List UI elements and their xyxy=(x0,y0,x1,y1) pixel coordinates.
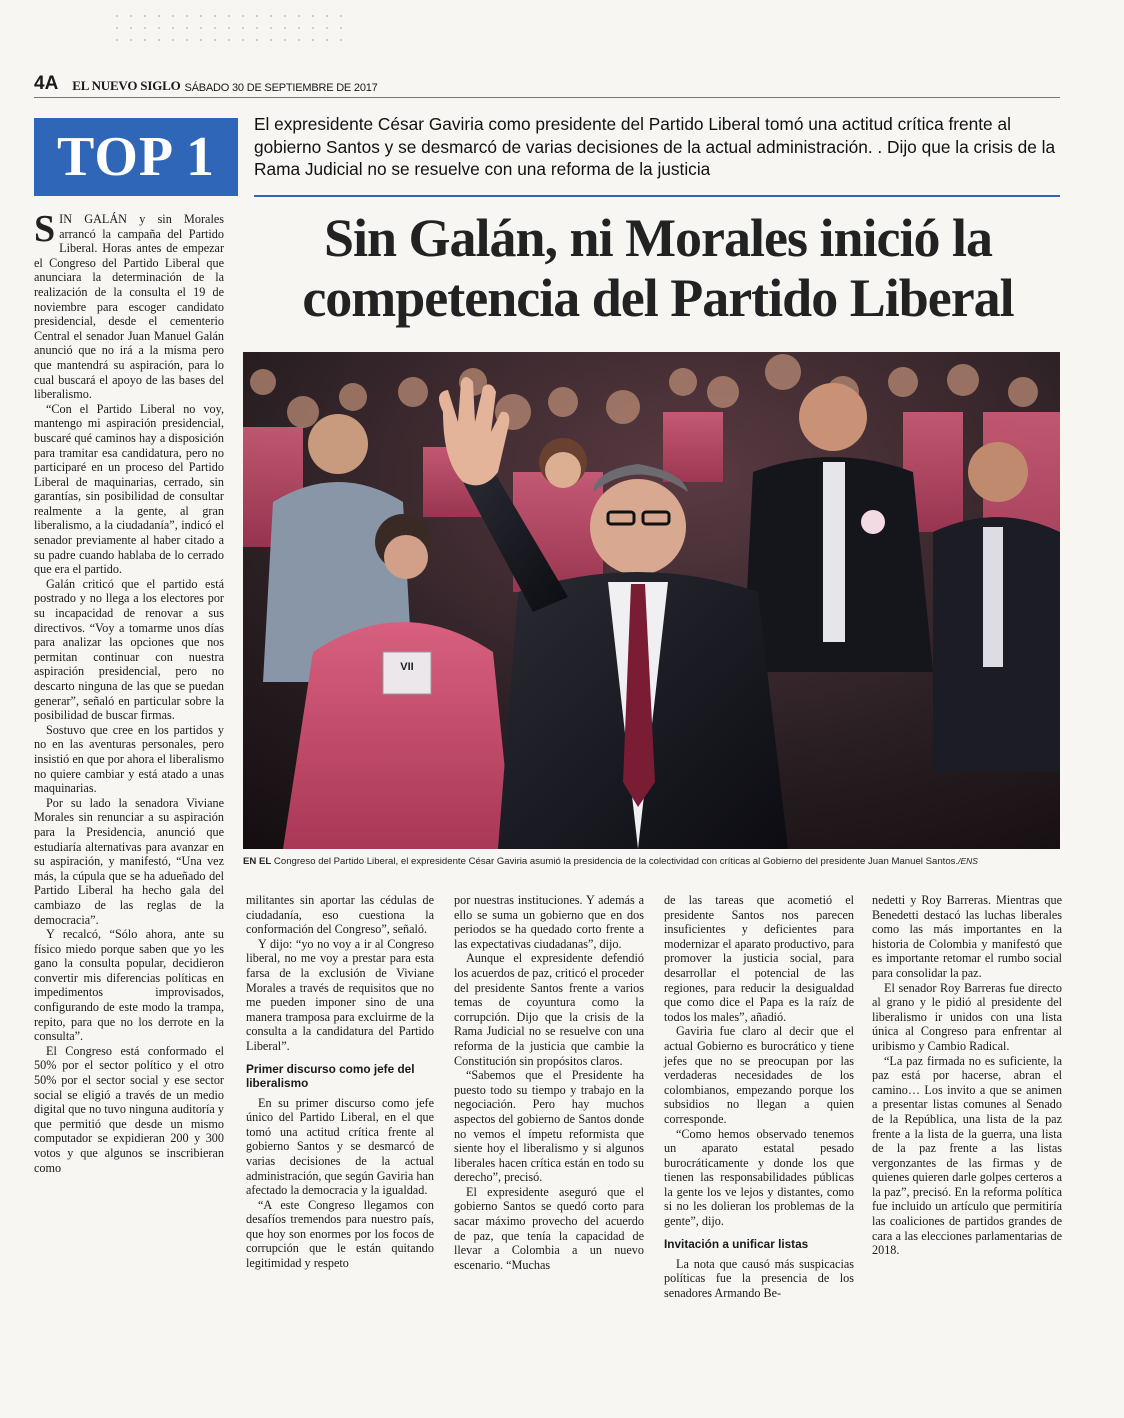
paragraph: La nota que causó más suspicacias políticas fue la presencia de los senadores Armando Be- xyxy=(664,1256,854,1300)
badge-text: VII xyxy=(400,661,414,673)
headline-line-2: competencia del Partido Liberal xyxy=(302,268,1014,328)
summary-blurb: El expresidente César Gaviria como presidente del Partido Liberal tomó una actitud crítica frente al gobierno Santos y se desmarcó de varias decisiones de la actual administración. . Dijo que la crisis de la Rama Judicial no se resuelve con una reforma de la justicia xyxy=(254,113,1060,197)
paragraph: Galán criticó que el partido está postrado y no llega a los electores por su incapacidad de renovar a sus directivos. “Voy a tomarme unos días para analizar las opciones que nos permitan continuar con nuestra aspiración presidencial, pero no descarto ninguna de las que se puedan generar”, señaló en particular sobre la posibilidad de buscar firmas. xyxy=(34,576,224,723)
photo-credit: /ENS xyxy=(958,856,978,866)
drop-cap: S xyxy=(34,208,56,250)
paragraph: “Con el Partido Liberal no voy, mantengo mi aspiración presidencial, buscaré qué caminos hay a disposición para tramitar esa candidatura, pero no participaré en un proceso del Partido Liberal de maquinarias, cerrado, sin garantías, sin posibilidad de consultar realmente a la gente, al gran liberalismo, a la ciudadanía”, indicó el senador previamente al haber citado a su padre cuando hablaba de lo cerrado que era el partido. xyxy=(34,401,224,577)
paragraph: El expresidente aseguró que el gobierno Santos se quedó corto para sacar máximo provecho del acuerdo de paz, que tenía la capacidad de llevar a Colombia a un nuevo escenario. “Muchas xyxy=(454,1184,644,1272)
paragraph: SIN GALÁN y sin Morales arrancó la campaña del Partido Liberal. Horas antes de empezar el Congreso del Partido Liberal que anunciara la determinación de la realización de la consulta el 19 de noviembre para escoger candidato presidencial, desde el cementerio Central el senador Juan Manuel Galán anunció que no irá a la misma pero que mantendrá su aspiración, para lo cual buscará el apoyo de las bases del liberalismo. xyxy=(34,208,224,402)
paragraph: por nuestras instituciones. Y además a ello se suma un gobierno que en dos periodos se ha quedado corto frente a las expectativas ciudadanas”, dijo. xyxy=(454,893,644,951)
photo-of-cesar-gaviria-waving xyxy=(243,352,1060,849)
paragraph: de las tareas que acometió el presidente Santos nos parecen insuficientes y deficientes para modernizar el aparato productivo, para promover la justicia social, para desarrollar el potencial de las regiones, para reducir la desigualdad que como dice el Papa es la raíz de todos los males”, añadió. xyxy=(664,893,854,1024)
paragraph: nedetti y Roy Barreras. Mientras que Benedetti destacó las luchas liberales como las más importantes en la historia de Colombia y manifestó que es importante retomar el rumbo social para consolidar la paz. xyxy=(872,893,1062,980)
paragraph: En su primer discurso como jefe único del Partido Liberal, en el que tomó una actitud crítica frente al gobierno Santos y se desmarcó de varias decisiones de la actual administración, que según Gaviria han afectado la democracia y la igualdad. xyxy=(246,1095,434,1198)
paragraph: Sostuvo que cree en los partidos y no en las aventuras personales, pero insistió en que por ahora el liberalismo no quiere cambiar y está atado a unas maquinarias. xyxy=(34,722,224,796)
photo-caption xyxy=(243,855,1060,868)
paragraph: Y dijo: “yo no voy a ir al Congreso liberal, no me voy a prestar para esta farsa de la exclusión de Viviane Morales a través de requisitos que no me pueden imponer sino de una manera tramposa para excluirme de la consulta a la candidatura del Partido Liberal”. xyxy=(246,936,434,1053)
article-column-1 xyxy=(34,208,224,1175)
page-number: 4A xyxy=(34,73,59,94)
subheading: Primer discurso como jefe del liberalismo xyxy=(246,1061,415,1090)
page-folio xyxy=(34,73,1060,98)
headline-line-1: Sin Galán, ni Morales inició la xyxy=(323,208,993,268)
article-column-4 xyxy=(664,893,854,1300)
paragraph: El senador Roy Barreras fue directo al grano y le pidió al presidente del liberalismo ir unidos con una lista única al Congreso para enfrentar al uribismo y Cambio Radical. xyxy=(872,980,1062,1053)
paragraph: militantes sin aportar las cédulas de ciudadanía, eso cuestiona la conformación del Congreso”, señaló. xyxy=(246,893,434,937)
article-column-5 xyxy=(872,893,1062,1258)
paragraph: Aunque el expresidente defendió los acuerdos de paz, criticó el proceder del presidente Santos frente a varios temas de coyuntura como la corrupción. Dijo que la crisis de la Rama Judicial no se resuelve con una reforma de la justicia que cambie la Constitución sin propósitos claros. xyxy=(454,951,644,1068)
headline xyxy=(258,208,1058,328)
caption-lead: EN EL xyxy=(243,856,272,867)
article-column-2 xyxy=(246,893,434,1271)
newspaper-name: EL NUEVO SIGLO xyxy=(72,78,181,93)
top-badge: TOP 1 xyxy=(34,118,238,196)
paragraph: “A este Congreso llegamos con desafíos tremendos para nuestro país, que hoy son enormes por los focos de corrupción que le están quitando legitimidad y respeto xyxy=(246,1197,434,1271)
paragraph: Gaviria fue claro al decir que el actual Gobierno es burocrático y tiene jefes que no se preocupan por las verdaderas necesidades de los colombianos, empezando porque los subsidios no llegan a quien corresponde. xyxy=(664,1024,854,1126)
paragraph: El Congreso está conformado el 50% por el sector político y el otro 50% por el sector social y ese sector social se eligió a través de un medio digital que no tuvo ninguna auditoría y que permitió que desde un mismo computador se expidieran 200 y 300 votos y que algunos se inscribieran como xyxy=(34,1043,224,1175)
paragraph: “Como hemos observado tenemos un aparato estatal pesado burocráticamente y donde los que tienen las responsabilidades públicas la gente los ve lejos y distantes, como si no les dolieran los problemas de la gente”, dijo. xyxy=(664,1126,854,1229)
paragraph: Por su lado la senadora Viviane Morales sin renunciar a su aspiración para la Presidencia, anunció que estudiaría alternativas para avanzar en su aspiración, y manifestó, “Una vez más, la cúpula que se ha adueñado del Partido Liberal ha hecho gala del cambiazo de las reglas de la democracia”. xyxy=(34,795,224,927)
subheading: Invitación a unificar listas xyxy=(664,1236,809,1251)
scan-noise xyxy=(110,10,350,50)
issue-date: SÁBADO 30 DE SEPTIEMBRE DE 2017 xyxy=(184,82,378,94)
main-photo xyxy=(243,352,1060,849)
paragraph: Y recalcó, “Sólo ahora, ante su físico miedo porque saben que yo les gano la consulta popular, decidieron convertir mis diferencias políticas en impedimentos improvisados, configurando de este modo la trampa, repito, para que no los derrote en la consulta”. xyxy=(34,927,224,1044)
caption-text: Congreso del Partido Liberal, el expresidente César Gaviria asumió la presidencia de la colectividad con críticas al Gobierno del presidente Juan Manuel Santos. xyxy=(271,856,959,867)
article-column-3 xyxy=(454,893,644,1272)
paragraph: “Sabemos que el Presidente ha puesto todo su tiempo y trabajo en la negociación. Pero hay muchos aspectos del gobierno de Santos donde no vemos el ímpetu reformista que siente hoy el liberalismo y si algunos liberales hacen crítica están en todo su derecho”, precisó. xyxy=(454,1068,644,1185)
paragraph: “La paz firmada no es suficiente, la paz está por hacerse, abran el camino… Los invito a que se animen a presentar listas comunes al Senado de la República, una lista de la paz frente a la lista de la guerra, una lista de la paz frente a las listas vergonzantes de las firmas y de quienes quieren darle golpes certeros a la paz”, precisó. En la reforma política fue incluido un artículo que permitiría las coaliciones de partidos grandes de cara a las elecciones parlamentarias de 2018. xyxy=(872,1053,1062,1258)
